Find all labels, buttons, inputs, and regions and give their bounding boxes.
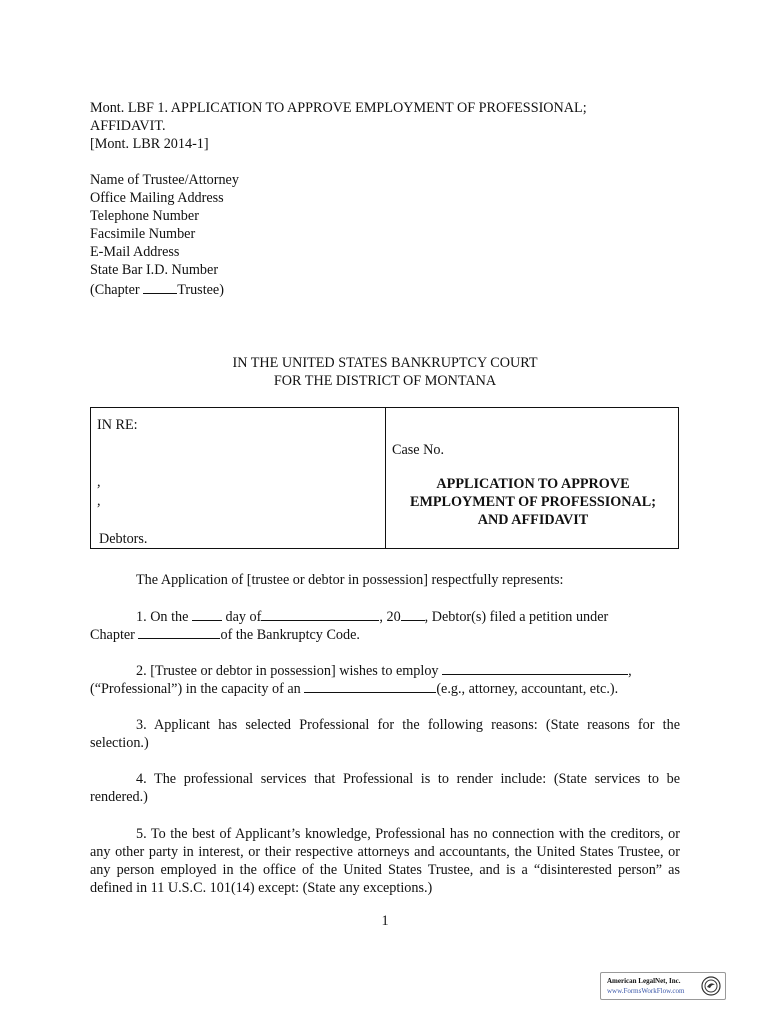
p2-text-d: (e.g., attorney, accountant, etc.).: [436, 681, 619, 697]
paragraph-3: 3. Applicant has selected Professional for the following reasons: (State reasons for the selection.): [90, 717, 680, 751]
p1-chapter-blank[interactable]: [138, 625, 220, 639]
doc-title-line3: AND AFFIDAVIT: [477, 512, 589, 528]
p2-text-c: (“Professional”) in the capacity of an: [90, 681, 301, 697]
chapter-prefix: (Chapter: [90, 282, 144, 298]
contact-email: E-Mail Address: [90, 244, 180, 260]
p2-capacity-blank[interactable]: [304, 679, 436, 693]
p1-text-e: Chapter: [90, 627, 135, 643]
p1-year-blank[interactable]: [401, 607, 425, 621]
p2-text-b: ,: [628, 663, 632, 679]
paragraph-4: 4. The professional services that Professional is to render include: (State services to be rendered.): [90, 771, 680, 805]
contact-bar-id: State Bar I.D. Number: [90, 262, 219, 278]
publisher-logo: [600, 972, 726, 1000]
p1-text-f: of the Bankruptcy Code.: [220, 627, 360, 643]
case-caption-box: [90, 407, 679, 549]
contact-telephone: Telephone Number: [90, 208, 199, 224]
publisher-seal-icon: [701, 976, 721, 996]
chapter-blank[interactable]: [143, 280, 177, 294]
intro-paragraph: The Application of [trustee or debtor in possession] respectfully represents:: [136, 572, 564, 588]
publisher-url: www.FormsWorkFlow.com: [607, 987, 685, 995]
p1-text-b: day of: [225, 609, 262, 625]
chapter-suffix: Trustee): [177, 282, 224, 298]
paragraph-5: 5. To the best of Applicant’s knowledge, Professional has no connection with the creditors, or any other party in interest, or their respective attorneys and accountants, the United States Trustee, or any person employed in the office of the United States Trustee, and is a “disinterested person” as defined in 11 U.S.C. 101(14) except: (State any exceptions.): [90, 826, 680, 896]
rule-reference: [Mont. LBR 2014-1]: [90, 136, 209, 152]
p1-text-a: 1. On the: [136, 609, 189, 625]
contact-name: Name of Trustee/Attorney: [90, 172, 239, 188]
debtor-name-line2: ,: [97, 493, 101, 509]
p1-month-blank[interactable]: [261, 607, 379, 621]
p2-professional-blank[interactable]: [442, 661, 628, 675]
chapter-trustee-line: [90, 280, 224, 299]
page-number: 1: [381, 913, 389, 929]
p2-text-a: 2. [Trustee or debtor in possession] wishes to employ: [136, 663, 439, 679]
court-name: IN THE UNITED STATES BANKRUPTCY COURT: [232, 355, 538, 371]
form-title-line1: Mont. LBF 1. APPLICATION TO APPROVE EMPLOYMENT OF PROFESSIONAL;: [90, 100, 587, 116]
case-number-label: Case No.: [392, 442, 445, 458]
debtor-name-line1: ,: [97, 474, 101, 490]
publisher-name: American LegalNet, Inc.: [607, 977, 681, 985]
contact-address: Office Mailing Address: [90, 190, 224, 206]
p1-text-c: , 20: [379, 609, 401, 625]
p1-text-d: , Debtor(s) filed a petition under: [424, 609, 609, 625]
contact-facsimile: Facsimile Number: [90, 226, 196, 242]
in-re-label: IN RE:: [97, 417, 138, 433]
form-title-line2: AFFIDAVIT.: [90, 118, 166, 134]
doc-title-line2: EMPLOYMENT OF PROFESSIONAL;: [410, 494, 656, 510]
doc-title-line1: APPLICATION TO APPROVE: [436, 476, 630, 492]
court-district: FOR THE DISTRICT OF MONTANA: [273, 373, 497, 389]
p1-day-blank[interactable]: [192, 607, 222, 621]
debtors-label: Debtors.: [99, 531, 148, 547]
